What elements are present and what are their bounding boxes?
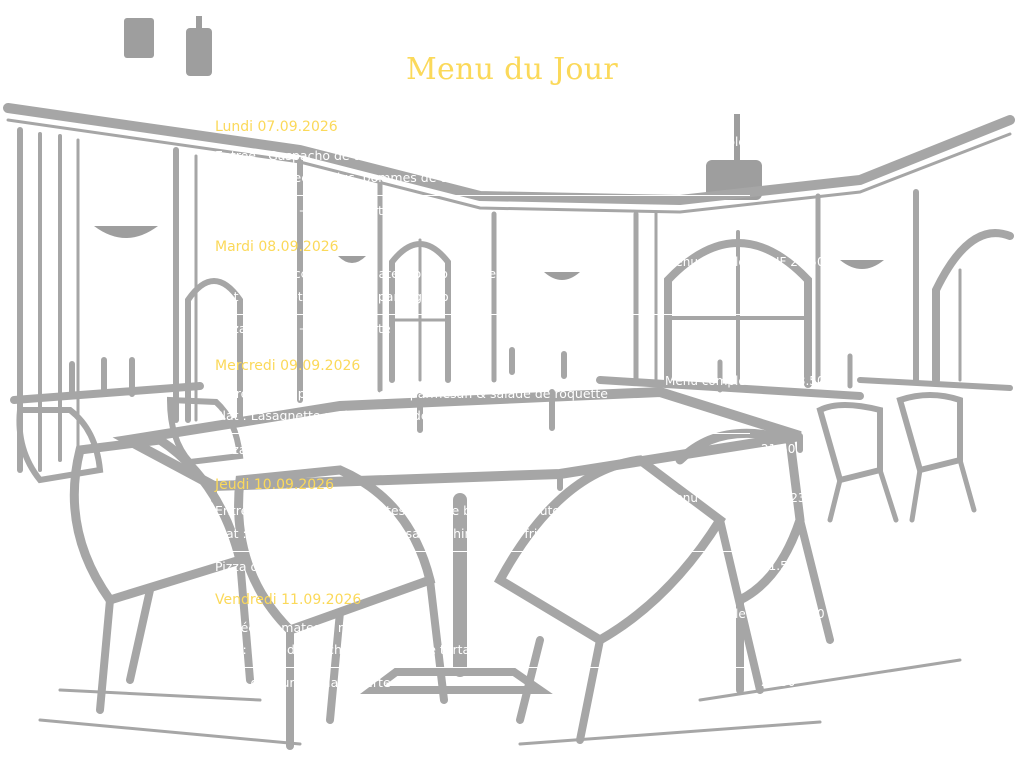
pizza-line: Pizza du jour + salade verte xyxy=(215,442,391,457)
day-heading: Mercredi 09.09.2026 xyxy=(215,358,361,374)
divider xyxy=(215,195,750,196)
entree-line: Entrée : Gaspacho de tomates huile de basilic & croûtons xyxy=(215,503,575,518)
day-heading: Lundi 07.09.2026 xyxy=(215,119,338,135)
menu-price: Menu complet : CHF 23.50 xyxy=(665,255,825,269)
pizza-line: Pizza du jour + salade verte xyxy=(215,203,391,218)
menu-price: Menu complet : CHF 23.50 xyxy=(665,135,825,149)
day-heading: Mardi 08.09.2026 xyxy=(215,239,339,255)
pizza-price: 21.50 xyxy=(761,203,796,217)
plat-line: Plat : Roastbeef au jus, pommes de terre & légumes xyxy=(215,170,542,185)
day-heading: Vendredi 11.09.2026 xyxy=(215,592,362,608)
pizza-line: Pizza du jour + salade verte xyxy=(215,675,391,690)
pizza-line: Pizza du jour + salade verte xyxy=(215,559,391,574)
plat-line: Plat : Filets de perche panés, sauce tartare & frites xyxy=(215,642,533,657)
pizza-price: 21.50 xyxy=(761,675,796,689)
entree-line: Entrée : Tomates & mozzarella xyxy=(215,620,406,635)
menu-price: Menu complet : CHF 23.50 xyxy=(665,374,825,388)
entree-line: Entrée : Œuf parfait, crème de parmesan & salade de roquette xyxy=(215,386,608,401)
plat-line: Plat : Pavé de rumsteck grillé, sauce chimichurri, frites & légumes grillés xyxy=(215,526,670,541)
divider xyxy=(215,667,750,668)
plat-line: Plat : Lasagnette maison & salade verte xyxy=(215,408,466,423)
divider xyxy=(215,551,750,552)
day-heading: Jeudi 10.09.2026 xyxy=(215,477,334,493)
pizza-price: 21.50 xyxy=(761,321,796,335)
menu-title: Menu du Jour xyxy=(405,52,619,87)
divider xyxy=(215,314,750,315)
pizza-price: 21.50 xyxy=(761,559,796,573)
menu-price: Menu complet : CHF 23.50 xyxy=(665,491,825,505)
pizza-price: 21.50 xyxy=(761,442,796,456)
entree-line: Entrée : Stracciatella, tomates, pesto & huile d'olive xyxy=(215,266,542,281)
menu-price: Menu complet : CHF 23.50 xyxy=(665,607,825,621)
divider xyxy=(215,433,750,434)
pizza-line: Pizza du jour + salade verte xyxy=(215,321,391,336)
entree-line: Entrée : Gaspacho de tomates & basilic xyxy=(215,148,463,163)
plat-line: Plat : Spaghetti al sugo & parmigiano xyxy=(215,289,449,304)
